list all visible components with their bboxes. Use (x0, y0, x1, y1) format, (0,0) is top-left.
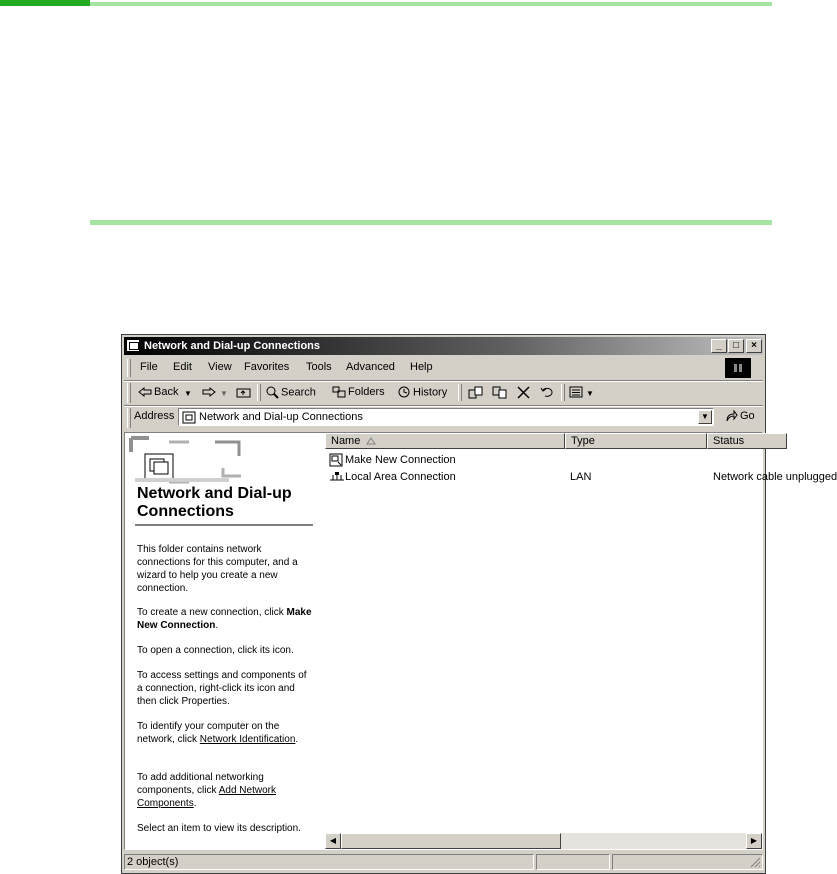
history-label: History (413, 386, 448, 399)
network-identification-link[interactable]: Network Identification (199, 734, 296, 745)
folders-button[interactable] (332, 386, 385, 398)
close-button[interactable]: × (746, 339, 762, 353)
slide-mid-rule (90, 220, 772, 225)
minimize-button[interactable]: _ (711, 339, 727, 353)
up-folder-icon (236, 386, 251, 398)
slide-top-rule (90, 2, 772, 6)
toolbar-separator (257, 384, 261, 401)
item-name: Local Area Connection (345, 471, 456, 483)
menubar-grip[interactable] (127, 359, 131, 377)
item-type: LAN (570, 471, 592, 483)
item-status: Network cable unplugged (713, 471, 837, 483)
make-new-connection-icon (329, 453, 343, 467)
move-to-icon (468, 386, 483, 399)
back-button[interactable] (138, 386, 178, 398)
menu-bar (124, 357, 763, 379)
status-bar (124, 853, 763, 871)
pane-add-suffix: . (193, 798, 197, 809)
network-folder-icon (182, 411, 196, 424)
title-bar[interactable] (124, 337, 763, 355)
column-header-status-label: Status (713, 435, 745, 447)
forward-button[interactable] (202, 386, 218, 398)
history-icon (398, 386, 411, 399)
delete-icon (517, 386, 530, 399)
views-dropdown-arrow[interactable]: ▼ (586, 389, 594, 398)
network-folder-icon (126, 339, 140, 352)
pane-title-rule (135, 524, 313, 526)
pane-create-suffix: . (215, 620, 219, 631)
pane-intro-text: This folder contains network connections for this computer, and a wizard to help you create a new connection. (137, 544, 298, 594)
undo-button[interactable] (540, 386, 555, 401)
make-new-connection-bold: Make New Connection (137, 607, 312, 631)
column-header-type-label: Type (571, 435, 595, 447)
network-banner-graphic (129, 436, 309, 486)
copy-to-button[interactable] (492, 386, 507, 402)
resize-grip-icon[interactable] (749, 856, 761, 868)
pane-identify-prefix: To identify your computer on the network, click (137, 721, 280, 745)
address-dropdown-button[interactable]: ▼ (698, 410, 712, 424)
item-name: Make New Connection (345, 454, 456, 466)
search-label: Search (281, 386, 316, 399)
horizontal-scrollbar[interactable] (325, 833, 762, 849)
go-label: Go (740, 410, 755, 422)
scroll-left-button[interactable]: ◀ (325, 833, 341, 849)
connections-list[interactable] (325, 433, 837, 849)
views-button[interactable] (569, 386, 583, 401)
menu-file[interactable]: File (140, 361, 158, 373)
toolbar-grip[interactable] (127, 383, 131, 403)
back-label: Back (154, 386, 179, 398)
slide-accent-block (0, 0, 90, 6)
address-bar (124, 406, 763, 430)
menu-advanced[interactable]: Advanced (346, 361, 395, 373)
menu-view[interactable]: View (208, 361, 232, 373)
status-panel-2 (536, 854, 610, 870)
go-arrow-icon (725, 410, 738, 422)
column-header-type[interactable] (565, 433, 707, 449)
up-folder-button[interactable] (236, 386, 253, 398)
standard-toolbar (124, 381, 763, 405)
menu-favorites[interactable]: Favorites (244, 361, 290, 373)
folders-icon (332, 386, 346, 398)
search-icon (266, 386, 279, 399)
pane-add-text (137, 771, 313, 810)
pane-create-prefix: To create a new connection, click (137, 607, 284, 618)
folders-label: Folders (348, 386, 385, 398)
pane-create-text (137, 606, 313, 632)
windows-logo-icon (725, 358, 751, 378)
address-label: Address (134, 410, 175, 422)
pane-select-text: Select an item to view its description. (137, 823, 301, 834)
addressbar-grip[interactable] (127, 408, 131, 428)
scroll-right-button[interactable]: ▶ (746, 833, 762, 849)
undo-icon (540, 386, 555, 398)
back-arrow-icon (138, 387, 152, 397)
address-input[interactable] (178, 408, 714, 426)
scroll-thumb[interactable] (341, 833, 561, 849)
explorer-window (121, 334, 837, 874)
address-value: Network and Dial-up Connections (199, 411, 363, 423)
status-object-count: 2 object(s) (124, 854, 534, 870)
move-to-button[interactable] (468, 386, 483, 402)
pane-add-prefix: To add additional networking components, click (137, 772, 264, 796)
copy-to-icon (492, 386, 507, 399)
toolbar-separator (458, 384, 462, 401)
search-button[interactable] (266, 386, 316, 399)
column-header-status[interactable] (707, 433, 787, 449)
status-panel-3 (612, 854, 763, 870)
toolbar-separator (561, 384, 565, 401)
menu-edit[interactable]: Edit (173, 361, 192, 373)
forward-arrow-icon (202, 387, 216, 397)
delete-button[interactable] (517, 386, 530, 402)
pane-access-text: To access settings and components of a connection, right-click its icon and then click Properties. (137, 670, 307, 707)
column-header-name[interactable] (325, 433, 565, 449)
maximize-button[interactable]: □ (728, 339, 744, 353)
web-view-pane (125, 433, 321, 849)
list-item[interactable] (327, 469, 837, 485)
pane-open-text: To open a connection, click its icon. (137, 645, 294, 656)
list-item[interactable] (327, 452, 787, 468)
add-network-components-link[interactable]: Add Network Components (137, 785, 276, 809)
pane-identify-text (137, 720, 313, 746)
go-button[interactable] (725, 410, 755, 422)
back-dropdown-arrow[interactable]: ▼ (184, 389, 192, 398)
pane-identify-suffix: . (295, 734, 299, 745)
menu-tools[interactable]: Tools (306, 361, 332, 373)
sort-ascending-icon (366, 437, 376, 445)
views-icon (569, 386, 583, 398)
content-area (124, 432, 837, 850)
window-title: Network and Dial-up Connections (144, 340, 321, 352)
menu-help[interactable]: Help (410, 361, 433, 373)
forward-dropdown-arrow[interactable]: ▼ (220, 389, 228, 398)
column-header-name-label: Name (331, 435, 361, 447)
history-button[interactable] (398, 386, 447, 399)
pane-title: Network and Dial-up Connections (137, 485, 292, 520)
lan-connection-icon (329, 471, 345, 483)
